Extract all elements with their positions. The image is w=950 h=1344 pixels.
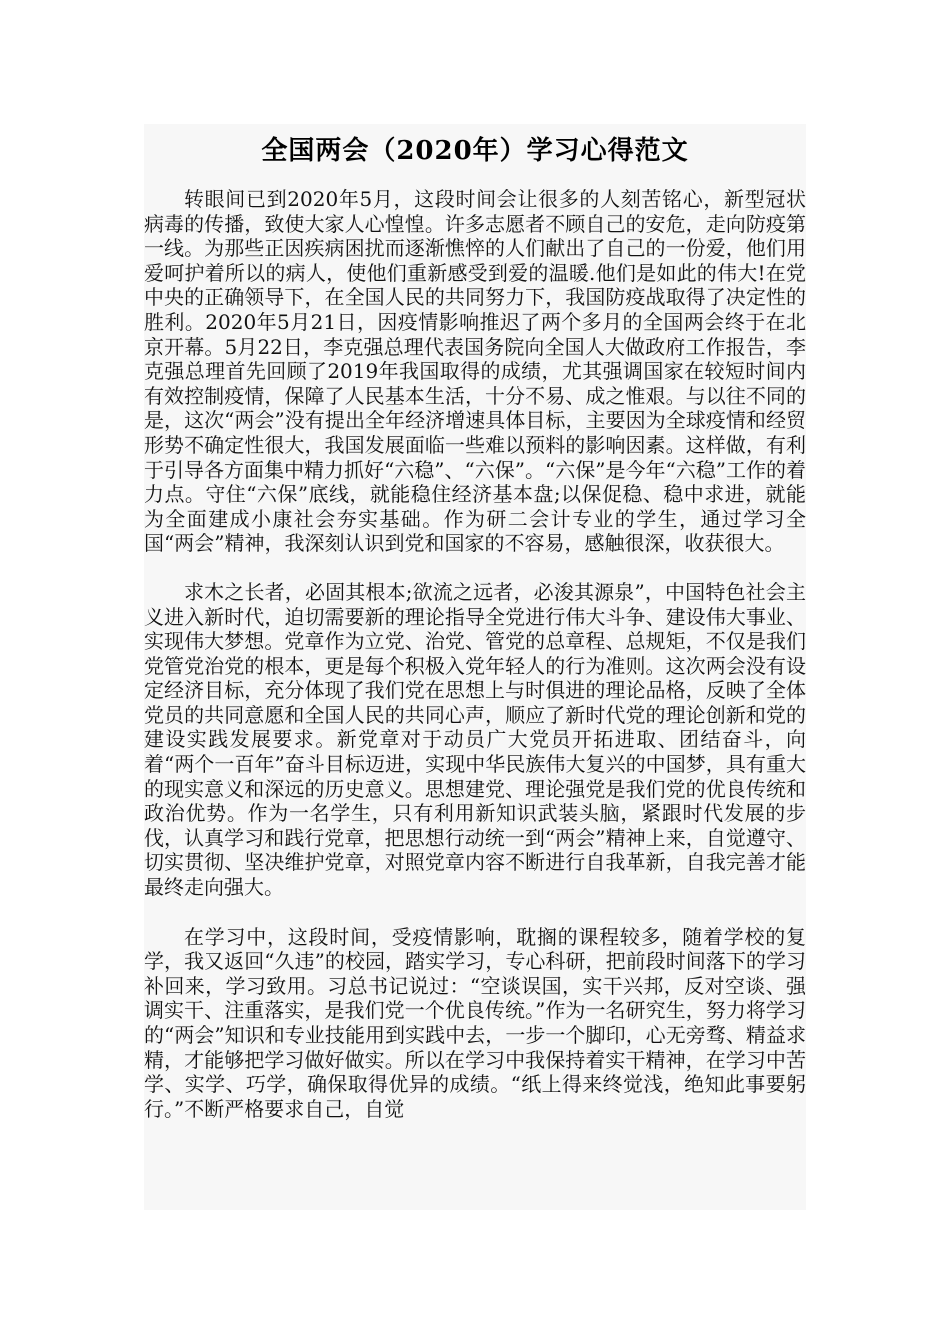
document-title: 全国两会（2020年）学习心得范文 — [261, 136, 689, 166]
document-body — [144, 124, 806, 1210]
paragraph-2: 求木之长者，必固其根本;欲流之远者，必浚其源泉”，中国特色社会主义进入新时代，迫切需要新的理论指导全党进行伟大斗争、建设伟大事业、实现伟大梦想。党章作为立党、治党、管党的总章程、总规矩，不仅是我们党管党治党的根本，更是每个积极入党年轻人的行为准则。这次两会没有设定经济目标，充分体现了我们党在思想上与时俱进的理论品格，反映了全体党员的共同意愿和全国人民的共同心声，顺应了新时代党的理论创新和党的建设实践发展要求。新党章对于动员广大党员开拓进取、团结奋斗，向着“两个一百年”奋斗目标迈进，实现中华民族伟大复兴的中国梦，具有重大的现实意义和深远的历史意义。思想建党、理论强党是我们党的优良传统和政治优势。作为一名学生，只有利用新知识武装头脑，紧跟时代发展的步伐，认真学习和践行党章，把思想行动统一到“两会”精神上来，自觉遵守、切实贯彻、坚决维护党章，对照党章内容不断进行自我革新，自我完善才能最终走向强大。 — [144, 579, 806, 900]
paragraph-1: 转眼间已到2020年5月，这段时间会让很多的人刻苦铭心，新型冠状病毒的传播，致使大家人心惶惶。许多志愿者不顾自己的安危，走向防疫第一线。为那些正因疾病困扰而逐渐憔悴的人们献出了自己的一份爱，他们用爱呵护着所以的病人，使他们重新感受到爱的温暖.他们是如此的伟大!在党中央的正确领导下，在全国人民的共同努力下，我国防疫战取得了决定性的胜利。2020年5月21日，因疫情影响推迟了两个多月的全国两会终于在北京开幕。5月22日，李克强总理代表国务院向全国人大做政府工作报告，李克强总理首先回顾了2019年我国取得的成绩，尤其强调国家在较短时间内有效控制疫情，保障了人民基本生活，十分不易、成之惟艰。与以往不同的是，这次“两会”没有提出全年经济增速具体目标，主要因为全球疫情和经贸形势不确定性很大，我国发展面临一些难以预料的影响因素。这样做，有利于引导各方面集中精力抓好“六稳”、“六保”。“六保”是今年“六稳”工作的着力点。守住“六保”底线，就能稳住经济基本盘;以保促稳、稳中求进，就能为全面建成小康社会夯实基础。作为研二会计专业的学生，通过学习全国“两会”精神，我深刻认识到党和国家的不容易，感触很深，收获很大。 — [144, 187, 806, 556]
paragraph-3: 在学习中，这段时间，受疫情影响，耽搁的课程较多，随着学校的复学，我又返回“久违”的校园，踏实学习，专心科研，把前段时间落下的学习补回来，学习致用。习总书记说过：“空谈误国，实干兴邦，反对空谈、强调实干、注重落实，是我们党一个优良传统。”作为一名研究生，努力将学习的“两会”知识和专业技能用到实践中去，一步一个脚印，心无旁骛、精益求精，才能够把学习做好做实。所以在学习中我保持着实干精神，在学习中苦学、实学、巧学，确保取得优异的成绩。“纸上得来终觉浅，绝知此事要躬行。”不断严格要求自己，自觉 — [144, 924, 806, 1121]
